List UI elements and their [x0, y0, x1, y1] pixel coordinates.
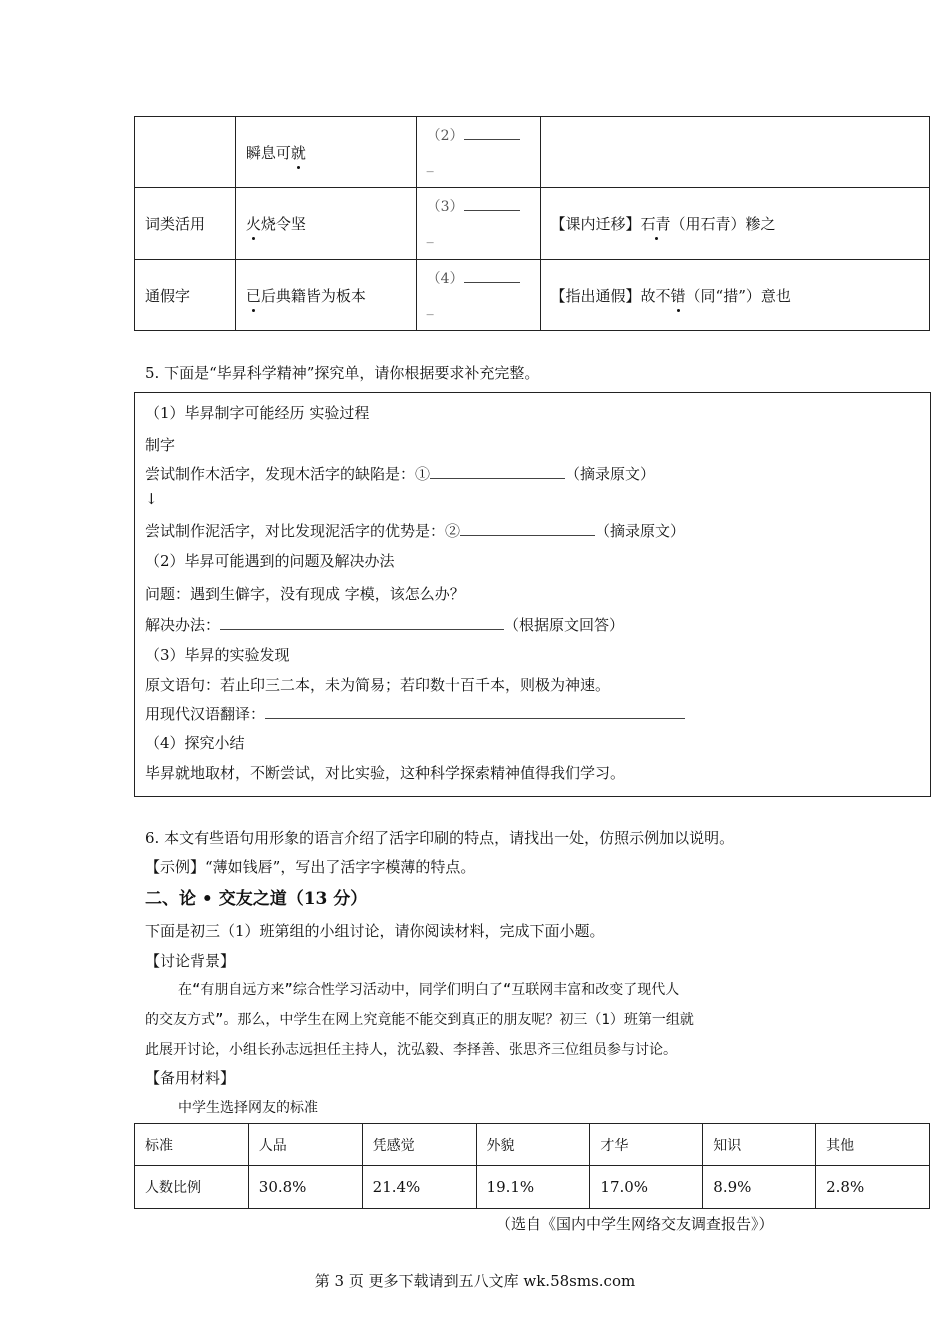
- material-label: 【备用材料】: [145, 1069, 236, 1087]
- example-cell: 已后典籍皆为板本: [235, 260, 416, 331]
- part2-title: （2）毕昇可能遇到的问题及解决办法: [145, 552, 395, 570]
- category-cell: [135, 117, 236, 188]
- note-cell: [540, 117, 929, 188]
- part4-title: （4）探究小结: [145, 734, 245, 752]
- zhizi-label: 制字: [145, 436, 176, 454]
- q5-intro: 5. 下面是“毕昇科学精神”探究单，请你根据要求补充完整。: [145, 364, 540, 382]
- background-line: 的交友方式”。那么，中学生在网上究竟能不能交到真正的朋友呢？初三（1）班第一组就: [145, 1012, 694, 1028]
- section-intro: 下面是初三（1）班第组的小组讨论，请你阅读材料，完成下面小题。: [145, 922, 605, 940]
- value-cell: 2.8%: [816, 1166, 930, 1209]
- part1-title: （1）毕昇制字可能经历 实验过程: [145, 404, 370, 422]
- q6-text: 6. 本文有些语句用形象的语言介绍了活字印刷的特点，请找出一处，仿照示例加以说明。: [145, 829, 735, 847]
- value-cell: 人数比例: [135, 1166, 249, 1209]
- header-cell: 标准: [135, 1124, 249, 1166]
- summary-text: 毕昇就地取材，不断尝试，对比实验，这种科学探索精神值得我们学习。: [145, 764, 626, 782]
- category-cell: 词类活用: [135, 188, 236, 260]
- header-cell: 知识: [703, 1124, 816, 1166]
- header-cell: 外貌: [476, 1124, 590, 1166]
- table-row: [135, 117, 930, 188]
- note-cell: 【课内迁移】石青（用石青）糁之: [540, 188, 929, 260]
- answer-blank-cell[interactable]: （2） _: [416, 117, 540, 188]
- translation-blank[interactable]: [265, 704, 685, 719]
- wood-type-row: 尝试制作木活字，发现木活字的缺陷是：① （摘录原文）: [145, 465, 656, 483]
- table-row: [135, 260, 930, 331]
- q6-example: 【示例】“薄如钱唇”，写出了活字字模薄的特点。: [145, 858, 476, 876]
- word-usage-table: [134, 116, 930, 331]
- header-cell: 其他: [816, 1124, 930, 1166]
- value-cell: 8.9%: [703, 1166, 816, 1209]
- background-line: 此展开讨论，小组长孙志远担任主持人，沈弘毅、李择善、张思齐三位组员参与讨论。: [145, 1042, 677, 1058]
- table-header-row: [135, 1124, 930, 1166]
- value-cell: 21.4%: [362, 1166, 476, 1209]
- solution-row: 解决办法： （根据原文回答）: [145, 616, 625, 634]
- value-cell: 30.8%: [248, 1166, 362, 1209]
- down-arrow-icon: ↓: [145, 490, 158, 508]
- table-row: [135, 188, 930, 260]
- category-cell: 通假字: [135, 260, 236, 331]
- example-cell: 火烧令坚: [235, 188, 416, 260]
- table-row: [135, 1166, 930, 1209]
- note-cell: 【指出通假】故不错（同“措”）意也: [540, 260, 929, 331]
- section-heading: 二、论 • 交友之道（13 分）: [145, 889, 368, 909]
- translation-row: 用现代汉语翻译：: [145, 703, 685, 724]
- problem-text: 问题：遇到生僻字，没有现成 字模，该怎么办？: [145, 585, 465, 603]
- header-cell: 人品: [248, 1124, 362, 1166]
- example-cell: 瞬息可就: [235, 117, 416, 188]
- header-cell: 凭感觉: [362, 1124, 476, 1166]
- answer-blank-2[interactable]: [460, 521, 595, 536]
- header-cell: 才华: [590, 1124, 703, 1166]
- answer-blank-cell[interactable]: （4） _: [416, 260, 540, 331]
- friend-criteria-table: [134, 1123, 930, 1209]
- background-line: 在“有朋自远方来”综合性学习活动中，同学们明白了“互联网丰富和改变了现代人: [178, 982, 680, 998]
- table-source: （选自《国内中学生网络交友调查报告》）: [496, 1215, 774, 1233]
- table-caption: 中学生选择网友的标准: [178, 1100, 318, 1116]
- original-sentence: 原文语句：若止印三二本，未为简易；若印数十百千本，则极为神速。: [145, 676, 611, 694]
- answer-blank-cell[interactable]: （3） _: [416, 188, 540, 260]
- value-cell: 19.1%: [476, 1166, 590, 1209]
- clay-type-row: 尝试制作泥活字，对比发现泥活字的优势是：② （摘录原文）: [145, 522, 686, 540]
- background-label: 【讨论背景】: [145, 952, 236, 970]
- value-cell: 17.0%: [590, 1166, 703, 1209]
- answer-blank-1[interactable]: [430, 464, 565, 479]
- part3-title: （3）毕昇的实验发现: [145, 646, 290, 664]
- page-footer: 第 3 页 更多下载请到五八文库 wk.58sms.com: [314, 1272, 636, 1290]
- solution-blank[interactable]: [220, 615, 504, 630]
